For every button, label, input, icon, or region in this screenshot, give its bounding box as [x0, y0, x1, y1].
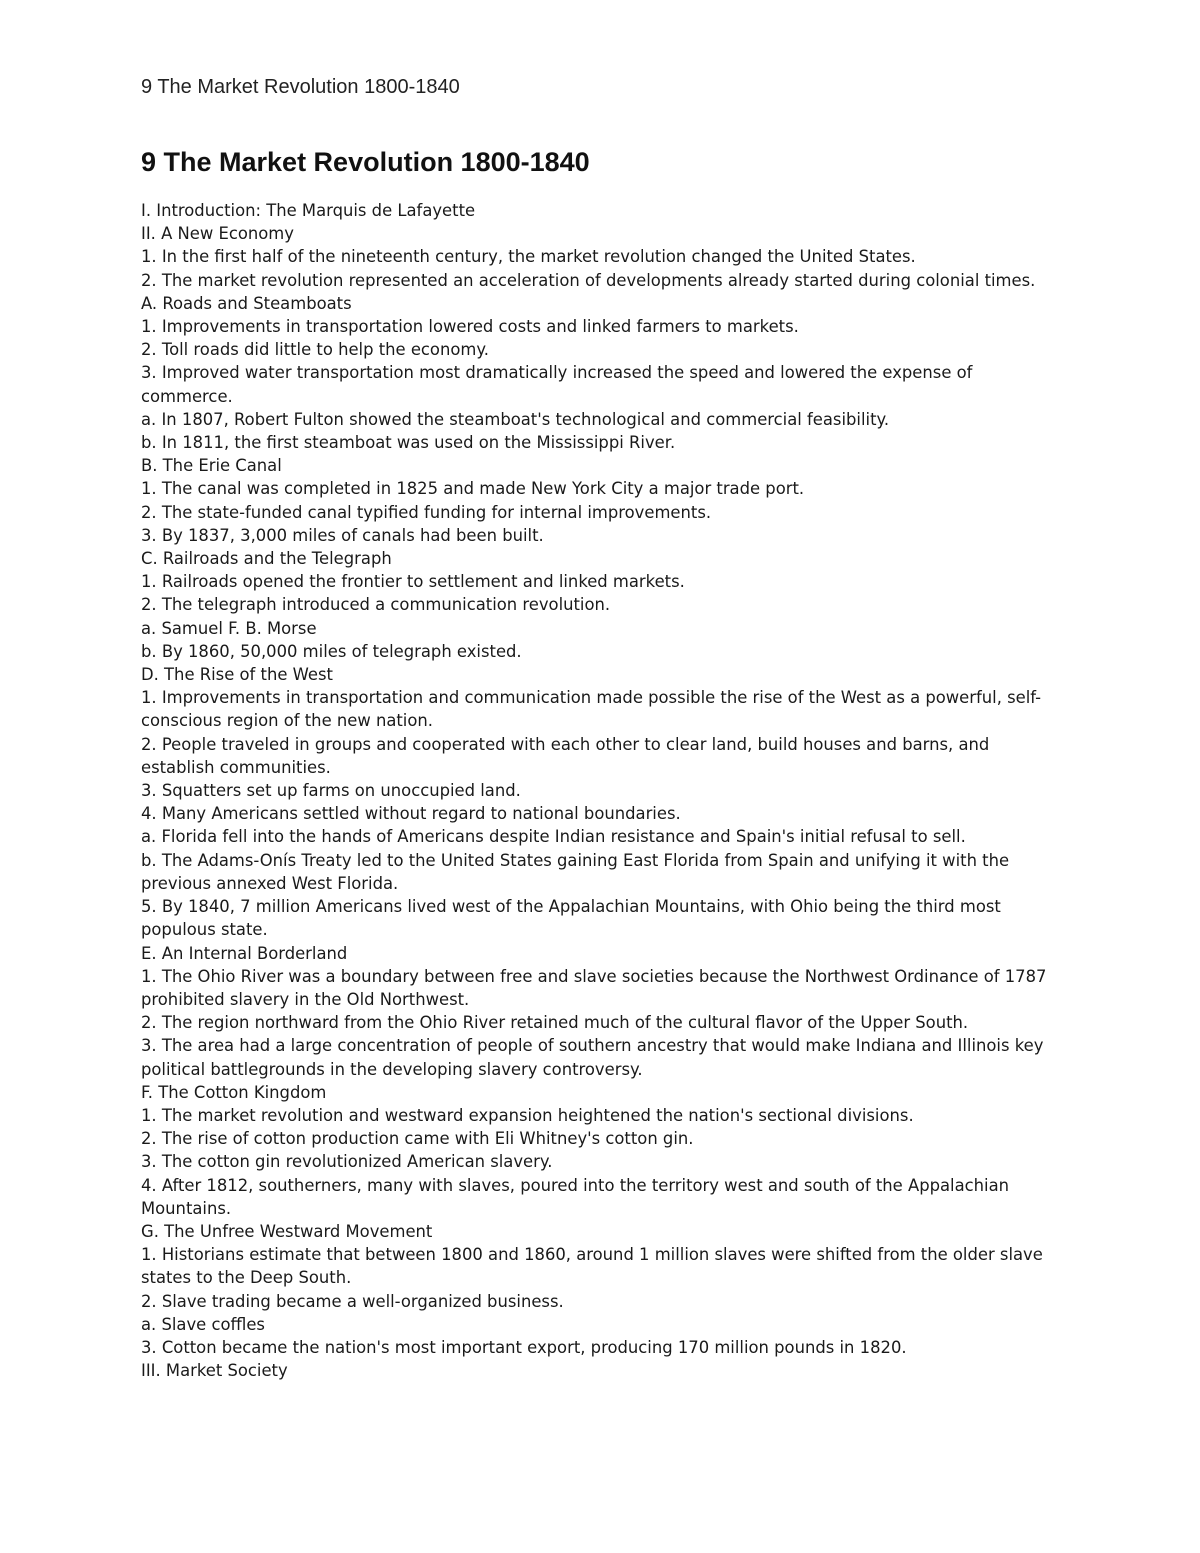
outline-line: 2. The region northward from the Ohio River retained much of the cultural flavor of the Upper South.: [141, 1013, 969, 1033]
outline-line: I. Introduction: The Marquis de Lafayette: [141, 201, 476, 220]
outline-line: 2. The market revolution represented an acceleration of developments already started during colonial times.: [141, 270, 1036, 290]
outline-line: 2. The rise of cotton production came with Eli Whitney's cotton gin.: [141, 1129, 694, 1149]
outline-line: 3. Squatters set up farms on unoccupied land.: [141, 781, 521, 801]
document-title: 9 The Market Revolution 1800-1840: [141, 147, 590, 177]
outline-line: b. The Adams-Onís Treaty led to the United States gaining East Florida from Spain and unifying it with the previous annexed West Florida.: [141, 850, 1010, 893]
outline-line: b. In 1811, the first steamboat was used on the Mississippi River.: [141, 433, 676, 453]
outline-line: 1. Historians estimate that between 1800 and 1860, around 1 million slaves were shifted from the older slave states to the Deep South.: [141, 1245, 1043, 1288]
outline-line: II. A New Economy: [141, 224, 294, 244]
outline-line: D. The Rise of the West: [141, 665, 333, 685]
outline-line: 1. Railroads opened the frontier to settlement and linked markets.: [141, 572, 685, 592]
outline-line: 1. In the first half of the nineteenth century, the market revolution changed the United States.: [141, 247, 916, 267]
outline-list: [141, 199, 1061, 1382]
outline-line: 2. Toll roads did little to help the economy.: [141, 340, 489, 360]
outline-line: 1. The Ohio River was a boundary between free and slave societies because the Northwest Ordinance of 1787 prohibited slavery in the Old Northwest.: [141, 966, 1047, 1009]
outline-line: a. In 1807, Robert Fulton showed the steamboat's technological and commercial feasibility.: [141, 409, 890, 429]
outline-line: a. Florida fell into the hands of Americans despite Indian resistance and Spain's initial refusal to sell.: [141, 827, 966, 847]
outline-line: a. Slave coffles: [141, 1314, 265, 1334]
outline-line: 2. The state-funded canal typified funding for internal improvements.: [141, 502, 712, 522]
outline-line: 1. Improvements in transportation lowered costs and linked farmers to markets.: [141, 317, 799, 337]
outline-line: 2. Slave trading became a well-organized business.: [141, 1291, 564, 1311]
outline-line: 5. By 1840, 7 million Americans lived west of the Appalachian Mountains, with Ohio being the third most populous state.: [141, 897, 1001, 940]
outline-line: 3. The cotton gin revolutionized American slavery.: [141, 1152, 553, 1172]
outline-line: a. Samuel F. B. Morse: [141, 618, 317, 638]
outline-line: A. Roads and Steamboats: [141, 293, 352, 313]
outline-line: b. By 1860, 50,000 miles of telegraph existed.: [141, 641, 522, 661]
outline-line: 1. Improvements in transportation and communication made possible the rise of the West as a powerful, self-conscious region of the new nation.: [141, 688, 1042, 731]
outline-line: 4. After 1812, southerners, many with slaves, poured into the territory west and south of the Appalachian Mountains.: [141, 1175, 1010, 1218]
outline-line: E. An Internal Borderland: [141, 943, 348, 963]
outline-line: 2. The telegraph introduced a communication revolution.: [141, 595, 611, 615]
outline-line: F. The Cotton Kingdom: [141, 1082, 327, 1102]
outline-line: 3. Cotton became the nation's most important export, producing 170 million pounds in 1820.: [141, 1337, 907, 1357]
outline-line: 1. The market revolution and westward expansion heightened the nation's sectional divisions.: [141, 1105, 914, 1125]
running-header: 9 The Market Revolution 1800-1840: [141, 76, 460, 98]
outline-line: 2. People traveled in groups and cooperated with each other to clear land, build houses and barns, and establish communities.: [141, 734, 990, 777]
outline-line: III. Market Society: [141, 1361, 288, 1381]
outline-line: 1. The canal was completed in 1825 and made New York City a major trade port.: [141, 479, 805, 499]
outline-line: 3. By 1837, 3,000 miles of canals had been built.: [141, 525, 544, 545]
outline-line: 3. The area had a large concentration of people of southern ancestry that would make Indiana and Illinois key political battlegrounds in the developing slavery controversy.: [141, 1036, 1044, 1079]
outline-line: B. The Erie Canal: [141, 456, 282, 476]
outline-line: 4. Many Americans settled without regard to national boundaries.: [141, 804, 681, 824]
outline-line: C. Railroads and the Telegraph: [141, 549, 392, 569]
outline-line: G. The Unfree Westward Movement: [141, 1221, 433, 1241]
outline-line: 3. Improved water transportation most dramatically increased the speed and lowered the expense of commerce.: [141, 363, 973, 406]
